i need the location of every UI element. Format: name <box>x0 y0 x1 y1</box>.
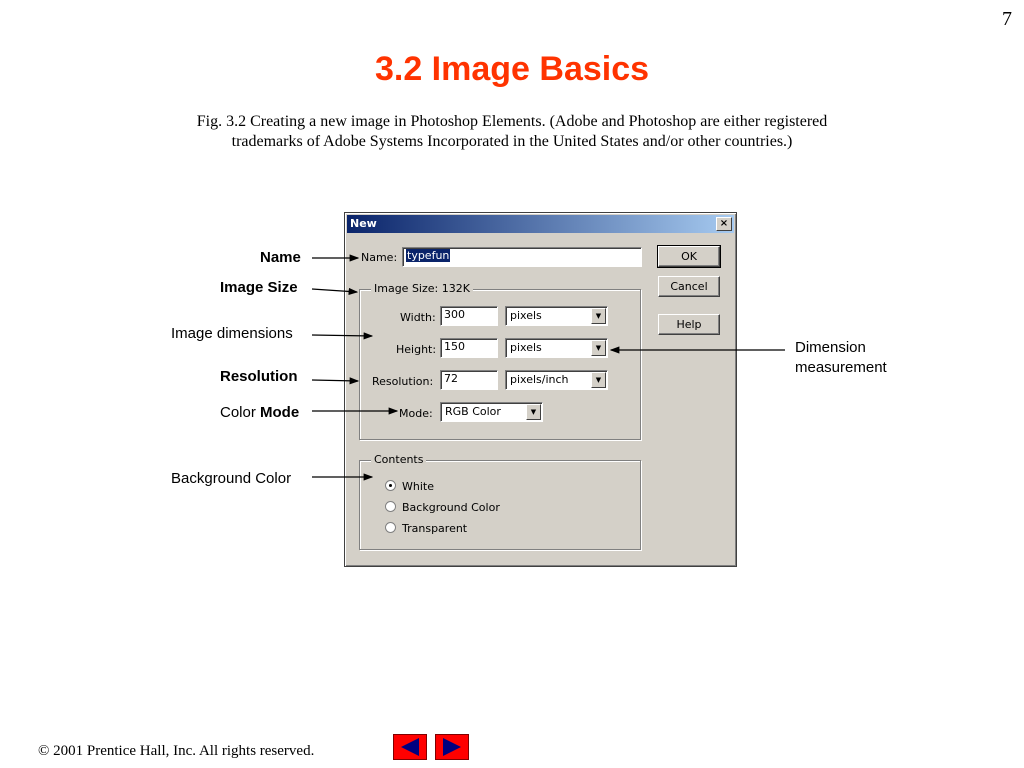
resolution-field[interactable]: 72 <box>440 370 498 390</box>
contents-option-label: Transparent <box>402 522 468 535</box>
annotation-dimension-line-1: Dimension <box>795 339 866 356</box>
next-slide-button[interactable] <box>435 734 469 760</box>
resolution-unit-value: pixels/inch <box>510 373 569 386</box>
close-icon: × <box>719 218 729 229</box>
contents-option-label: Background Color <box>402 501 500 514</box>
annotation-resolution: Resolution <box>220 368 298 385</box>
annotation-image-size: Image Size <box>220 279 298 296</box>
width-unit-value: pixels <box>510 309 542 322</box>
slide-title: 3.2 Image Basics <box>374 50 650 88</box>
previous-slide-button[interactable] <box>393 734 427 760</box>
arrow-right-icon <box>436 735 468 759</box>
chevron-down-icon[interactable]: ▼ <box>526 404 541 420</box>
height-unit-value: pixels <box>510 341 542 354</box>
annotation-color-prefix: Color <box>220 404 261 421</box>
dialog-title: New <box>350 217 377 230</box>
height-label: Height: <box>396 343 437 356</box>
contents-option-label: White <box>402 480 434 493</box>
arrow-left-icon <box>394 735 426 759</box>
annotation-dimension-line-2: measurement <box>795 359 887 376</box>
annotation-image-dimensions: Image dimensions <box>171 325 293 342</box>
width-label: Width: <box>400 311 436 324</box>
mode-label: Mode: <box>399 407 433 420</box>
arrow-image-dimensions <box>312 335 372 336</box>
annotation-background-color: Background Color <box>171 470 292 487</box>
ok-button[interactable]: OK <box>658 246 720 267</box>
mode-value: RGB Color <box>445 405 501 418</box>
height-field[interactable]: 150 <box>440 338 498 358</box>
annotation-name: Name <box>260 249 301 266</box>
name-label: Name: <box>361 251 398 264</box>
help-button[interactable]: Help <box>658 314 720 335</box>
figure-caption-line-2: trademarks of Adobe Systems Incorporated in the United States and/or other countries.) <box>231 133 793 150</box>
figure-caption-line-1: Fig. 3.2 Creating a new image in Photoshop Elements. (Adobe and Photoshop are either registered <box>196 113 828 130</box>
resolution-label: Resolution: <box>372 375 434 388</box>
arrow-resolution <box>312 380 358 381</box>
chevron-down-icon[interactable]: ▼ <box>591 308 606 324</box>
name-value: typefun <box>407 249 450 262</box>
chevron-down-icon[interactable]: ▼ <box>591 372 606 388</box>
width-field[interactable]: 300 <box>440 306 498 326</box>
image-size-legend: Image Size: 132K <box>371 282 473 295</box>
page-number: 7 <box>1002 8 1012 30</box>
annotation-mode: Mode <box>260 404 300 421</box>
copyright-footer: © 2001 Prentice Hall, Inc. All rights reserved. <box>38 743 315 759</box>
chevron-down-icon[interactable]: ▼ <box>591 340 606 356</box>
cancel-button[interactable]: Cancel <box>658 276 720 297</box>
contents-legend: Contents <box>371 453 426 466</box>
arrow-image-size <box>312 289 357 292</box>
